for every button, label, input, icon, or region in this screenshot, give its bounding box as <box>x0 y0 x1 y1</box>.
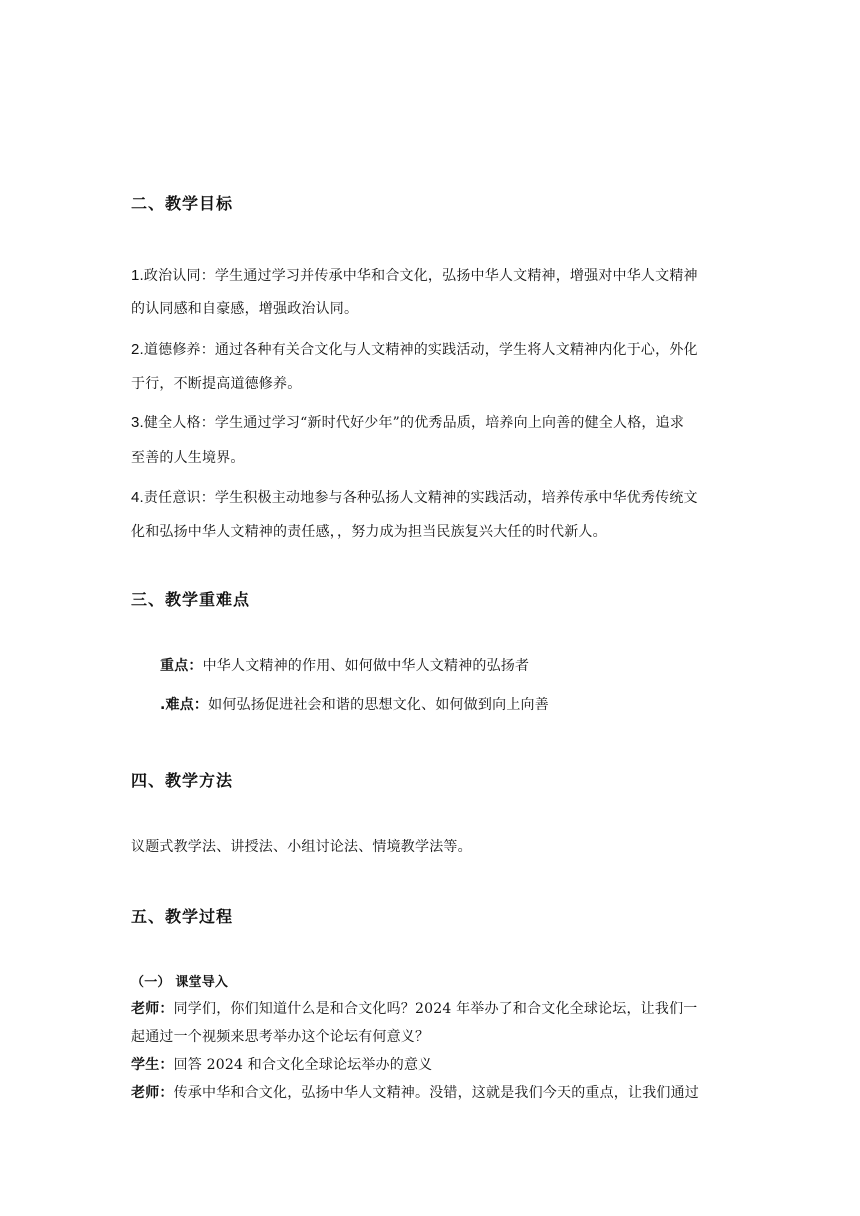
goal-number: 1. <box>131 267 144 284</box>
speaker-label: 老师： <box>131 1085 174 1101</box>
difficult-text: 如何弘扬促进社会和谐的思想文化、如何做到向上向善 <box>208 697 549 713</box>
section-heading-methods: 四、教学方法 <box>131 771 234 790</box>
goal-number: 3. <box>131 414 144 431</box>
section-heading-process: 五、教学过程 <box>131 907 234 926</box>
goal-text: 健全人格：学生通过学习“新时代好少年”的优秀品质，培养向上向善的健全人格，追求 <box>143 415 685 431</box>
section-heading-keypoints: 三、教学重难点 <box>131 590 251 609</box>
section-heading-goals: 二、教学目标 <box>131 194 234 213</box>
key-label: 重点： <box>160 658 203 674</box>
difficult-point-line <box>160 694 549 714</box>
methods-text: 议题式教学法、讲授法、小组讨论法、情境教学法等。 <box>131 839 472 855</box>
dialogue-3-line-1 <box>131 1082 699 1102</box>
subsection-heading-intro: （一） 课堂导入 <box>131 975 229 990</box>
goal-3-line-2: 至善的人生境界。 <box>131 450 245 466</box>
speaker-label: 学生： <box>131 1057 174 1073</box>
dialogue-1-line-1 <box>131 998 698 1018</box>
goal-1-line-1 <box>131 265 698 285</box>
goal-text: 道德修养：通过各种有关合文化与人文精神的实践活动，学生将人文精神内化于心，外化 <box>143 342 698 358</box>
dialogue-text: 传承中华和合文化，弘扬中华人文精神。没错，这就是我们今天的重点，让我们通过 <box>173 1085 700 1101</box>
dialogue-2-line-1 <box>131 1054 432 1074</box>
goal-4-line-2: 化和弘扬中华人文精神的责任感，，努力成为担当民族复兴大任的时代新人。 <box>131 524 607 540</box>
goal-number: 4. <box>131 489 144 506</box>
goal-4-line-1 <box>131 487 698 507</box>
key-point-line <box>160 655 529 675</box>
key-text: 中华人文精神的作用、如何做中华人文精神的弘扬者 <box>202 658 530 674</box>
goal-3-line-1 <box>131 412 684 432</box>
difficult-label: .难点： <box>160 697 209 713</box>
goal-2-line-2: 于行，不断提高道德修养。 <box>131 376 302 392</box>
goal-1-line-2: 的认同感和自豪感，增强政治认同。 <box>131 301 359 317</box>
dialogue-1-line-2: 起通过一个视频来思考举办这个论坛有何意义？ <box>131 1029 430 1045</box>
goal-number: 2. <box>131 341 144 358</box>
dialogue-text: 同学们，你们知道什么是和合文化吗？2024 年举办了和合文化全球论坛，让我们一 <box>173 1001 698 1017</box>
goal-text: 责任意识：学生积极主动地参与各种弘扬人文精神的实践活动，培养传承中华优秀传统文 <box>143 490 698 506</box>
goal-text: 政治认同：学生通过学习并传承中华和合文化，弘扬中华人文精神，增强对中华人文精神 <box>143 268 698 284</box>
speaker-label: 老师： <box>131 1001 174 1017</box>
dialogue-text: 回答 2024 和合文化全球论坛举办的意义 <box>173 1057 433 1073</box>
goal-2-line-1 <box>131 339 698 359</box>
